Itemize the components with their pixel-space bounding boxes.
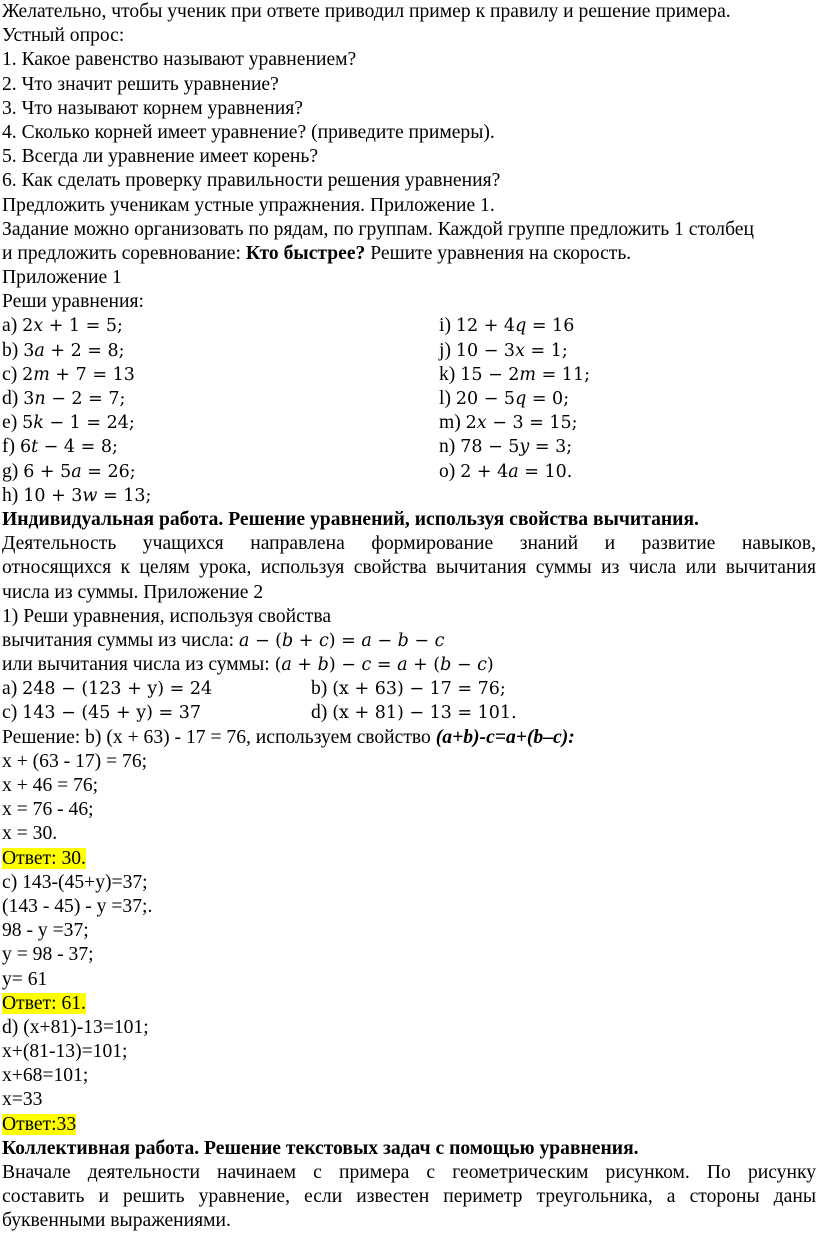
activity-line-2: относящихся к целям урока, используя свойства вычитания суммы из числа или вычитания xyxy=(2,557,816,579)
subtract-number-formula: (𝑎 + 𝑏) − 𝑐 = 𝑎 + (𝑏 − 𝑐) xyxy=(274,655,494,676)
task-line-2 xyxy=(2,242,816,266)
equation-row: f) 6𝑡 − 4 = 8; n) 78 − 5𝑦 = 3; xyxy=(2,436,573,458)
step-d: x=33 xyxy=(2,1089,43,1111)
equation-j: 10 − 3𝑥 = 1; xyxy=(455,340,568,361)
equation-d: 3𝑛 − 2 = 7; xyxy=(23,389,126,409)
collective-line-3: буквенными выражениями. xyxy=(2,1210,231,1232)
step-b: x + 46 = 76; xyxy=(2,775,99,796)
equation-e: 5𝑘 − 1 = 24; xyxy=(22,413,135,434)
exercise-b: (x + 63) − 17 = 76; xyxy=(332,679,506,700)
question-6: 6. Как сделать проверку правильности решения уравнения? xyxy=(2,170,501,192)
equation-row: g) 6 + 5𝑎 = 26; o) 2 + 4𝑎 = 10. xyxy=(2,460,573,482)
equation-l: 20 − 5𝑞 = 0; xyxy=(455,389,570,409)
exercise-row: c) 143 − (45 + y) = 37 d) (x + 81) − 13 = 101. xyxy=(2,702,517,724)
equation-row: h) 10 + 3𝑤 = 13; xyxy=(2,484,152,506)
step-d: x+(81-13)=101; xyxy=(2,1041,128,1063)
equation-o: 2 + 4𝑎 = 10. xyxy=(460,461,573,482)
step-b: x = 30. xyxy=(2,823,58,845)
task1-line-2: вычитания суммы из числа: 𝑎 − (𝑏 + 𝑐) = 𝑎 − 𝑏 − 𝑐 xyxy=(2,629,445,651)
equation-f: 6𝑡 − 4 = 8; xyxy=(19,437,118,458)
exercise-d: (x + 81) − 13 = 101. xyxy=(332,703,517,724)
equation-k: 15 − 2𝑚 = 11; xyxy=(460,364,590,385)
question-2: 2. Что значит решить уравнение? xyxy=(2,73,279,95)
task1-line-3: или вычитания числа из суммы: (𝑎 + 𝑏) − 𝑐 = 𝑎 + (𝑏 − 𝑐) xyxy=(2,654,494,676)
equation-row: a) 2𝑥 + 1 = 5; i) 12 + 4𝑞 = 16 xyxy=(2,315,575,337)
equation-row: b) 3𝑎 + 2 = 8; j) 10 − 3𝑥 = 1; xyxy=(2,339,568,361)
step-c: y = 98 - 37; xyxy=(2,944,94,966)
step-c: 98 - y =37; xyxy=(2,920,89,942)
exercise-a: 248 − (123 + y) = 24 xyxy=(22,679,213,700)
step-d: x+68=101; xyxy=(2,1065,89,1087)
equation-a: 2𝑥 + 1 = 5; xyxy=(22,316,123,337)
subtract-sum-formula: 𝑎 − (𝑏 + 𝑐) = 𝑎 − 𝑏 − 𝑐 xyxy=(238,630,445,651)
step-c: (143 - 45) - y =37;. xyxy=(2,895,153,917)
question-3: 3. Что называют корнем уравнения? xyxy=(2,97,303,119)
offer-line: Предложить ученикам устные упражнения. Приложение 1. xyxy=(2,194,495,216)
task-line-1: Задание можно организовать по рядам, по группам. Каждой группе предложить 1 столбец xyxy=(2,218,754,240)
equation-b: 3𝑎 + 2 = 8; xyxy=(23,340,125,361)
solution-line: Решение: b) (x + 63) - 17 = 76, используем свойство (a+b)-c=a+(b–c): xyxy=(2,726,575,748)
step-b: x + (63 - 17) = 76; xyxy=(2,750,148,772)
equation-row: c) 2𝑚 + 7 = 13 k) 15 − 2𝑚 = 11; xyxy=(2,363,590,385)
activity-line-1: Деятельность учащихся направлена формирование знаний и развитие навыков, xyxy=(2,533,816,555)
step-b: x = 76 - 46; xyxy=(2,799,94,821)
answer-d-line xyxy=(2,1113,816,1137)
equation-i: 12 + 4𝑞 = 16 xyxy=(455,316,575,337)
equation-m: 2𝑥 − 3 = 15; xyxy=(465,413,578,434)
solution-property: (a+b)-c=a+(b–c): xyxy=(435,726,575,748)
collective-line-1: Вначале деятельности начинаем с примера с геометрическим рисунком. По рисунку xyxy=(2,1162,816,1183)
task1-line-1: 1) Реши уравнения, используя свойства xyxy=(2,605,332,627)
collective-work-heading: Коллективная работа. Решение текстовых задач с помощью уравнения. xyxy=(2,1137,639,1159)
equation-g: 6 + 5𝑎 = 26; xyxy=(23,461,136,482)
who-faster-bold: Кто быстрее? xyxy=(245,242,366,264)
solve-equations-title: Реши уравнения: xyxy=(2,291,144,313)
document-page xyxy=(2,0,816,1234)
step-c: y= 61 xyxy=(2,968,48,990)
equation-h: 10 + 3𝑤 = 13; xyxy=(23,485,152,506)
answer-c: Ответ: 61. xyxy=(2,992,86,1014)
question-1: 1. Какое равенство называют уравнением? xyxy=(2,49,357,71)
equation-n: 78 − 5𝑦 = 3; xyxy=(460,437,573,458)
task-text-a: и предложить соревнование: xyxy=(2,242,246,264)
exercise-c: 143 − (45 + y) = 37 xyxy=(22,703,201,724)
equation-row: e) 5𝑘 − 1 = 24; m) 2𝑥 − 3 = 15; xyxy=(2,412,578,434)
step-c: c) 143-(45+y)=37; xyxy=(2,871,148,893)
answer-b: Ответ: 30. xyxy=(2,847,86,869)
answer-b-line xyxy=(2,847,816,871)
equation-row: d) 3𝑛 − 2 = 7; l) 20 − 5𝑞 = 0; xyxy=(2,388,570,409)
oral-survey-title: Устный опрос: xyxy=(2,25,125,47)
question-5: 5. Всегда ли уравнение имеет корень? xyxy=(2,146,319,168)
answer-c-line xyxy=(2,992,816,1016)
appendix-1-label: Приложение 1 xyxy=(2,267,122,289)
exercise-row: a) 248 − (123 + y) = 24 b) (x + 63) − 17 = 76; xyxy=(2,678,506,700)
equation-c: 2𝑚 + 7 = 13 xyxy=(22,364,135,385)
answer-d: Ответ:33 xyxy=(2,1113,77,1135)
task-text-b: Решите уравнения на скорость. xyxy=(365,242,632,264)
collective-line-2: составить и решить уравнение, если известен периметр треугольника, а стороны даны xyxy=(2,1186,816,1208)
step-d: d) (x+81)-13=101; xyxy=(2,1016,149,1038)
activity-line-3: числа из суммы. Приложение 2 xyxy=(2,581,264,603)
individual-work-heading: Индивидуальная работа. Решение уравнений, используя свойства вычитания. xyxy=(2,508,699,530)
question-4: 4. Сколько корней имеет уравнение? (приведите примеры). xyxy=(2,121,495,143)
intro-line: Желательно, чтобы ученик при ответе приводил пример к правилу и решение примера. xyxy=(2,1,731,22)
